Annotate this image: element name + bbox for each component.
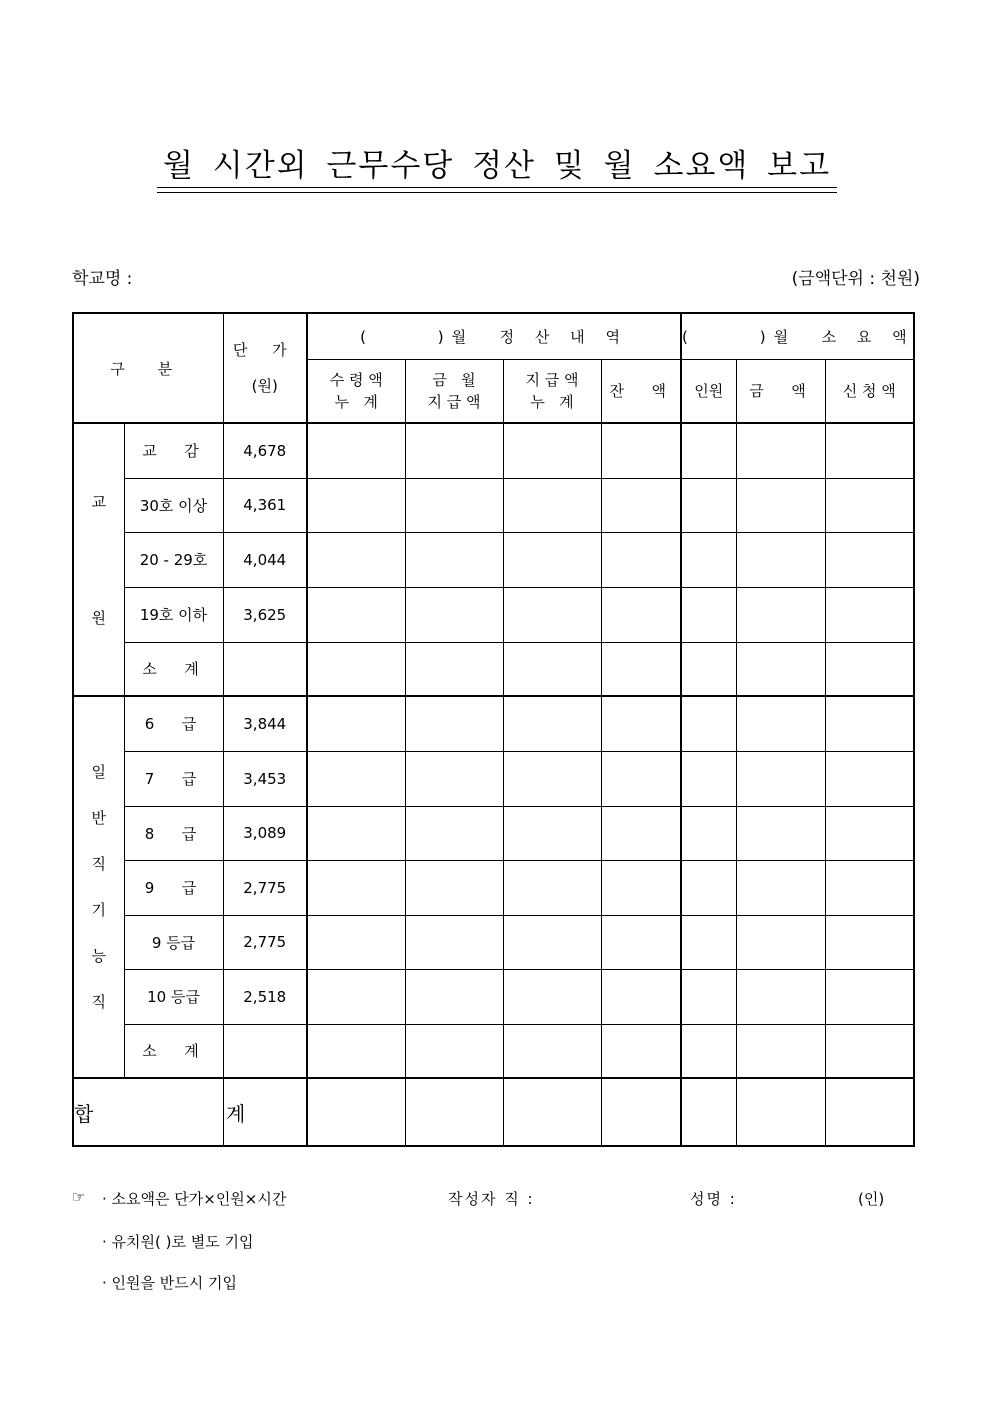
cell[interactable] [503, 478, 601, 532]
cell[interactable] [601, 696, 681, 751]
cell[interactable] [601, 478, 681, 532]
note-line-2: · 유치원( )로 별도 기입 [102, 1233, 254, 1251]
header-col-received-cumulative [307, 359, 405, 423]
total-label-text: 합 계 [74, 1101, 286, 1126]
cell[interactable] [736, 423, 825, 478]
table-row [73, 860, 914, 915]
amount-unit-label: (금액단위 : 천원) [791, 269, 920, 289]
writer-position-label: 작성자 직 : [448, 1190, 535, 1208]
cell[interactable] [307, 915, 405, 969]
cell[interactable] [307, 1024, 405, 1078]
group-general-char-5: 능 [91, 947, 106, 965]
cell[interactable] [825, 969, 914, 1024]
cell[interactable] [825, 587, 914, 642]
cell[interactable] [736, 751, 825, 806]
row-price: 4,044 [223, 532, 307, 587]
group-general-char-3: 직 [91, 855, 106, 873]
row-price: 3,844 [223, 696, 307, 751]
cell[interactable] [825, 532, 914, 587]
col1-bottom: 누 계 [334, 392, 378, 411]
header-col-requested [825, 359, 914, 423]
cell[interactable] [681, 478, 736, 532]
cell[interactable] [825, 1078, 914, 1146]
col3-top: 지 급 액 [525, 370, 579, 389]
header-settlement-group [307, 313, 681, 359]
title-underline-top [157, 187, 837, 188]
row-price: 2,775 [223, 915, 307, 969]
cell[interactable] [503, 915, 601, 969]
cell[interactable] [307, 806, 405, 860]
report-table [72, 312, 915, 1147]
cell[interactable] [503, 751, 601, 806]
cell[interactable] [736, 1024, 825, 1078]
cell[interactable] [307, 532, 405, 587]
table-row [73, 642, 914, 696]
col1-top: 수 령 액 [329, 370, 383, 389]
cell[interactable] [405, 969, 503, 1024]
cell[interactable] [681, 642, 736, 696]
row-label: 7 급 [124, 751, 223, 806]
col2-bottom: 지 급 액 [427, 392, 481, 411]
cell[interactable] [825, 642, 914, 696]
group-general-char-6: 직 [91, 993, 106, 1011]
header-category [73, 313, 223, 423]
header-col-balance [601, 359, 681, 423]
cell[interactable] [736, 1078, 825, 1146]
header-col-this-month-paid [405, 359, 503, 423]
row-label: 소 계 [124, 1024, 223, 1078]
cell[interactable] [307, 478, 405, 532]
seal-label: (인) [858, 1190, 885, 1208]
cell[interactable] [307, 860, 405, 915]
header-required-group [681, 313, 914, 359]
cell[interactable] [307, 751, 405, 806]
cell[interactable] [681, 860, 736, 915]
total-row [73, 1078, 914, 1146]
cell[interactable] [681, 1078, 736, 1146]
cell[interactable] [601, 969, 681, 1024]
cell[interactable] [601, 587, 681, 642]
cell[interactable] [825, 478, 914, 532]
cell[interactable] [405, 751, 503, 806]
header-required-text: ( )월 소 요 액 [682, 327, 915, 346]
header-unit-price-top: 단 가 [232, 341, 297, 359]
cell[interactable] [503, 860, 601, 915]
cell[interactable] [405, 1078, 503, 1146]
cell[interactable] [503, 1024, 601, 1078]
page-title: 월 시간외 근무수당 정산 및 월 소요액 보고 [162, 148, 832, 184]
row-price: 3,089 [223, 806, 307, 860]
cell[interactable] [681, 806, 736, 860]
cell[interactable] [825, 696, 914, 751]
cell[interactable] [405, 642, 503, 696]
cell[interactable] [405, 478, 503, 532]
col3-bottom: 누 계 [530, 392, 574, 411]
col6-text: 금 액 [749, 382, 812, 401]
group-label-teacher [73, 423, 124, 696]
cell[interactable] [825, 1024, 914, 1078]
group-label-general [73, 696, 124, 1078]
cell[interactable] [503, 1078, 601, 1146]
group-teacher-char-1: 교 [91, 492, 106, 511]
table-row [73, 587, 914, 642]
group-general-char-2: 반 [91, 809, 106, 827]
cell[interactable] [405, 587, 503, 642]
cell[interactable] [307, 423, 405, 478]
cell[interactable] [307, 969, 405, 1024]
cell[interactable] [601, 642, 681, 696]
col5-text: 인원 [694, 382, 724, 401]
row-label: 19호 이하 [124, 587, 223, 642]
header-unit-price [223, 313, 307, 423]
row-price: 3,453 [223, 751, 307, 806]
note-line-1: · 소요액은 단가×인원×시간 [102, 1190, 287, 1208]
row-label: 20 - 29호 [124, 532, 223, 587]
note-line-3: · 인원을 반드시 기입 [102, 1274, 237, 1292]
table-row [73, 423, 914, 478]
row-label: 소 계 [124, 642, 223, 696]
school-name-label: 학교명 : [72, 269, 133, 289]
cell[interactable] [307, 1078, 405, 1146]
row-price [223, 642, 307, 696]
cell[interactable] [307, 642, 405, 696]
cell[interactable] [681, 1024, 736, 1078]
group-general-char-4: 기 [91, 901, 106, 919]
cell[interactable] [307, 696, 405, 751]
title-block [157, 146, 837, 186]
cell[interactable] [825, 915, 914, 969]
cell[interactable] [736, 915, 825, 969]
table-row [73, 478, 914, 532]
cell[interactable] [601, 1024, 681, 1078]
header-unit-price-bottom: (원) [251, 377, 278, 395]
row-price [223, 1024, 307, 1078]
row-price: 4,361 [223, 478, 307, 532]
cell[interactable] [503, 423, 601, 478]
cell[interactable] [825, 751, 914, 806]
cell[interactable] [681, 532, 736, 587]
cell[interactable] [736, 806, 825, 860]
cell[interactable] [681, 751, 736, 806]
row-label: 9 등급 [124, 915, 223, 969]
col4-text: 잔 액 [609, 382, 673, 401]
row-label: 교 감 [124, 423, 223, 478]
cell[interactable] [405, 860, 503, 915]
cell[interactable] [405, 696, 503, 751]
cell[interactable] [601, 915, 681, 969]
writer-name-label: 성명 : [690, 1190, 737, 1208]
cell[interactable] [601, 1078, 681, 1146]
cell[interactable] [736, 696, 825, 751]
header-category-text: 구 분 [110, 359, 187, 378]
cell[interactable] [503, 969, 601, 1024]
cell[interactable] [503, 587, 601, 642]
cell[interactable] [736, 969, 825, 1024]
total-label [73, 1078, 286, 1146]
row-label: 30호 이상 [124, 478, 223, 532]
cell[interactable] [736, 860, 825, 915]
row-label: 8 급 [124, 806, 223, 860]
row-label: 10 등급 [124, 969, 223, 1024]
col7-text: 신 청 액 [842, 382, 896, 401]
cell[interactable] [405, 806, 503, 860]
cell[interactable] [405, 915, 503, 969]
cell[interactable] [307, 587, 405, 642]
cell[interactable] [405, 1024, 503, 1078]
cell[interactable] [681, 915, 736, 969]
table-row [73, 696, 914, 751]
cell[interactable] [601, 860, 681, 915]
row-label: 9 급 [124, 860, 223, 915]
header-col-amount [736, 359, 825, 423]
header-col-headcount [681, 359, 736, 423]
row-price: 3,625 [223, 587, 307, 642]
cell[interactable] [681, 423, 736, 478]
cell[interactable] [681, 587, 736, 642]
header-col-paid-cumulative [503, 359, 601, 423]
cell[interactable] [736, 478, 825, 532]
row-price: 2,775 [223, 860, 307, 915]
col2-top: 금 월 [432, 370, 476, 389]
header-settlement-text: ( )월 정 산 내 역 [360, 327, 628, 346]
cell[interactable] [736, 642, 825, 696]
note-symbol: ☞ [72, 1188, 86, 1206]
group-general-char-1: 일 [91, 763, 106, 781]
table-row [73, 751, 914, 806]
cell[interactable] [825, 860, 914, 915]
cell[interactable] [601, 423, 681, 478]
title-underline-bottom [157, 192, 837, 193]
cell[interactable] [736, 532, 825, 587]
cell[interactable] [601, 751, 681, 806]
table-row [73, 915, 914, 969]
table-row [73, 969, 914, 1024]
cell[interactable] [681, 969, 736, 1024]
cell[interactable] [503, 806, 601, 860]
cell[interactable] [601, 806, 681, 860]
group-teacher-char-2: 원 [91, 608, 106, 627]
row-price: 4,678 [223, 423, 307, 478]
row-label: 6 급 [124, 696, 223, 751]
cell[interactable] [601, 532, 681, 587]
table-row [73, 806, 914, 860]
cell[interactable] [405, 532, 503, 587]
cell[interactable] [405, 423, 503, 478]
cell[interactable] [503, 696, 601, 751]
cell[interactable] [681, 696, 736, 751]
table-row [73, 532, 914, 587]
cell[interactable] [503, 642, 601, 696]
cell[interactable] [825, 806, 914, 860]
cell[interactable] [503, 532, 601, 587]
table-row [73, 1024, 914, 1078]
cell[interactable] [736, 587, 825, 642]
cell[interactable] [825, 423, 914, 478]
row-price: 2,518 [223, 969, 307, 1024]
